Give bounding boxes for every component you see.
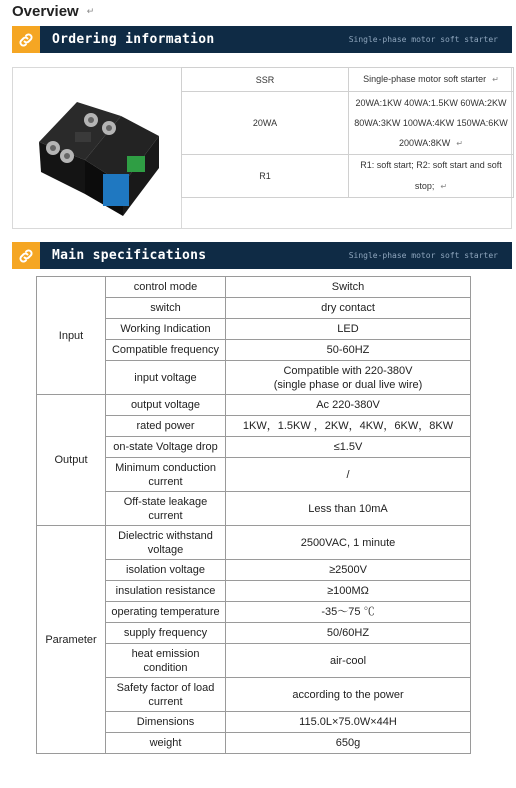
spec-label: Dielectric withstand voltage bbox=[106, 526, 226, 560]
overview-heading bbox=[12, 3, 94, 20]
spec-label: Compatible frequency bbox=[106, 340, 226, 361]
ordering-banner bbox=[12, 26, 512, 53]
spec-label: insulation resistance bbox=[106, 581, 226, 602]
spec-label: Minimum conduction current bbox=[106, 458, 226, 492]
return-icon: ↵ bbox=[456, 138, 463, 148]
group-label: Output bbox=[37, 395, 106, 526]
spec-value: according to the power bbox=[226, 678, 471, 712]
spec-value: 115.0L×75.0W×44H bbox=[226, 712, 471, 733]
spec-label: control mode bbox=[106, 277, 226, 298]
order-code: 20WA bbox=[182, 92, 349, 155]
spec-value: 50-60HZ bbox=[226, 340, 471, 361]
spec-value: / bbox=[226, 458, 471, 492]
table-row bbox=[37, 526, 471, 560]
spec-label: supply frequency bbox=[106, 623, 226, 644]
spec-label: Working Indication bbox=[106, 319, 226, 340]
order-description: Single-phase motor soft starter ↵ bbox=[349, 68, 514, 92]
specs-banner bbox=[12, 242, 512, 269]
spec-value: LED bbox=[226, 319, 471, 340]
spec-label: output voltage bbox=[106, 395, 226, 416]
return-icon: ↵ bbox=[86, 6, 95, 16]
spec-value: dry contact bbox=[226, 298, 471, 319]
table-row bbox=[182, 68, 514, 92]
spec-label: Safety factor of load current bbox=[106, 678, 226, 712]
order-code: SSR bbox=[182, 68, 349, 92]
spec-label: Dimensions bbox=[106, 712, 226, 733]
order-description: R1: soft start; R2: soft start and soft stop; ↵ bbox=[349, 155, 514, 198]
spec-value: 650g bbox=[226, 733, 471, 754]
spec-label: weight bbox=[106, 733, 226, 754]
spec-label: Off-state leakage current bbox=[106, 492, 226, 526]
spec-value: Less than 10mA bbox=[226, 492, 471, 526]
return-icon: ↵ bbox=[492, 75, 499, 84]
spec-label: rated power bbox=[106, 416, 226, 437]
ordering-subtitle: Single-phase motor soft starter bbox=[348, 35, 498, 44]
group-label: Parameter bbox=[37, 526, 106, 754]
ordering-title: Ordering information bbox=[52, 32, 215, 47]
spec-value: air-cool bbox=[226, 644, 471, 678]
order-code: R1 bbox=[182, 155, 349, 198]
product-image bbox=[13, 68, 182, 228]
spec-label: isolation voltage bbox=[106, 560, 226, 581]
spec-value: 50/60HZ bbox=[226, 623, 471, 644]
spec-value: 1KW，1.5KW ，2KW，4KW，6KW，8KW bbox=[226, 416, 471, 437]
overview-title: Overview bbox=[12, 3, 79, 20]
ordering-table bbox=[181, 67, 514, 198]
spec-label: input voltage bbox=[106, 361, 226, 395]
group-label: Input bbox=[37, 277, 106, 395]
table-row bbox=[37, 277, 471, 298]
spec-value: Ac 220-380V bbox=[226, 395, 471, 416]
spec-value: ≤1.5V bbox=[226, 437, 471, 458]
spec-value: 2500VAC, 1 minute bbox=[226, 526, 471, 560]
spec-value: Switch bbox=[226, 277, 471, 298]
specs-table bbox=[36, 276, 471, 754]
link-icon bbox=[12, 26, 40, 53]
spec-label: switch bbox=[106, 298, 226, 319]
return-icon: ↵ bbox=[440, 182, 448, 191]
spec-value: -35～75 ℃ bbox=[226, 602, 471, 623]
spec-value: ≥2500V bbox=[226, 560, 471, 581]
table-row bbox=[182, 92, 514, 155]
specs-title: Main specifications bbox=[52, 248, 207, 263]
order-description: 20WA:1KW 40WA:1.5KW 60WA:2KW 80WA:3KW 100WA:4KW 150WA:6KW 200WA:8KW ↵ bbox=[349, 92, 514, 155]
spec-label: heat emission condition bbox=[106, 644, 226, 678]
table-row bbox=[182, 155, 514, 198]
spec-label: operating temperature bbox=[106, 602, 226, 623]
table-row bbox=[37, 395, 471, 416]
spec-label: on-state Voltage drop bbox=[106, 437, 226, 458]
link-icon bbox=[12, 242, 40, 269]
specs-subtitle: Single-phase motor soft starter bbox=[348, 251, 498, 260]
spec-value: Compatible with 220-380V (single phase or dual live wire) bbox=[226, 361, 471, 395]
spec-value: ≥100MΩ bbox=[226, 581, 471, 602]
